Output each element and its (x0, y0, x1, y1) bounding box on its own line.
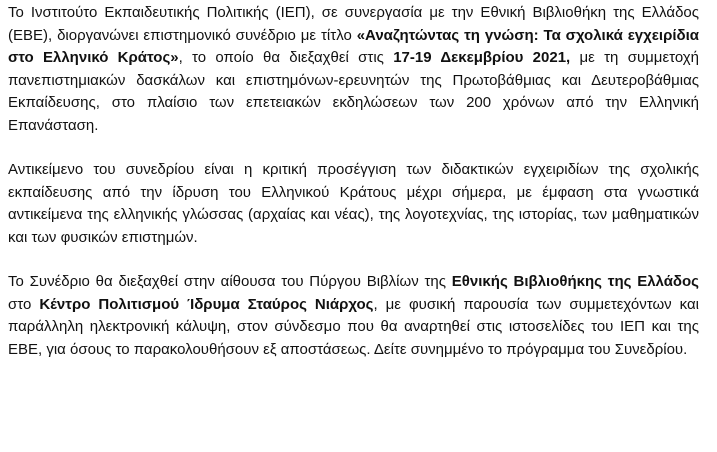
intro-text: Το Ινστιτούτο Εκπαιδευτικής Πολιτικής (ΙΕΠ), σε συνεργασία με την Εθνική Βιβλιοθήκη της Ελλάδος (ΕΒΕ), διοργανώνει επιστημονικό συνέδριο με τίτλο (8, 4, 699, 44)
intro-text: με τη συμμετοχή πανεπιστημιακών δασκάλων και επιστημόνων-ερευνητών της Πρωτοβάθμιας και Δευτεροβάθμιας Εκπαίδευσης, στο πλαίσιο των επετειακών εκδηλώσεων των 200 χρόνων από την Ελληνική Επανάσταση. (8, 49, 699, 134)
venue-text: στο (8, 295, 40, 313)
conference-title: «Αναζητώντας τη γνώση: Τα σχολικά εγχειρίδια στο Ελληνικό Κράτος» (8, 26, 700, 66)
paragraph-venue (8, 271, 699, 361)
subject-text: Αντικείμενο του συνεδρίου είναι η κριτική προσέγγιση των διδακτικών εγχειριδίων της σχολικής εκπαίδευσης από την ίδρυση του Ελληνικού Κράτους μέχρι σήμερα, με έμφαση στα γνωστικά αντικείμενα της ελληνικής γλώσσας (αρχαίας και νέας), της λογοτεχνίας, της ιστορίας, των μαθηματικών και των φυσικών επιστημών. (8, 161, 699, 246)
paragraph-intro (8, 2, 699, 137)
document-body (8, 2, 699, 361)
venue-text: Το Συνέδριο θα διεξαχθεί στην αίθουσα του Πύργου Βιβλίων της (8, 273, 452, 290)
conference-dates: 17-19 Δεκεμβρίου 2021, (393, 49, 571, 66)
cultural-center-name: Κέντρο Πολιτισμού Ίδρυμα Σταύρος Νιάρχος (39, 295, 374, 313)
venue-text: , με φυσική παρουσία των συμμετεχόντων και παράλληλη ηλεκτρονική κάλυψη, στον σύνδεσμο που θα αναρτηθεί στις ιστοσελίδες του ΙΕΠ και της ΕΒΕ, για όσους το παρακολουθήσουν εξ αποστάσεως. Δείτε συνημμένο το πρόγραμμα του Συνεδρίου. (8, 295, 699, 358)
paragraph-subject (8, 159, 699, 249)
intro-text: , το οποίο θα διεξαχθεί στις (178, 49, 394, 66)
library-name: Εθνικής Βιβλιοθήκης της Ελλάδος (451, 273, 699, 290)
